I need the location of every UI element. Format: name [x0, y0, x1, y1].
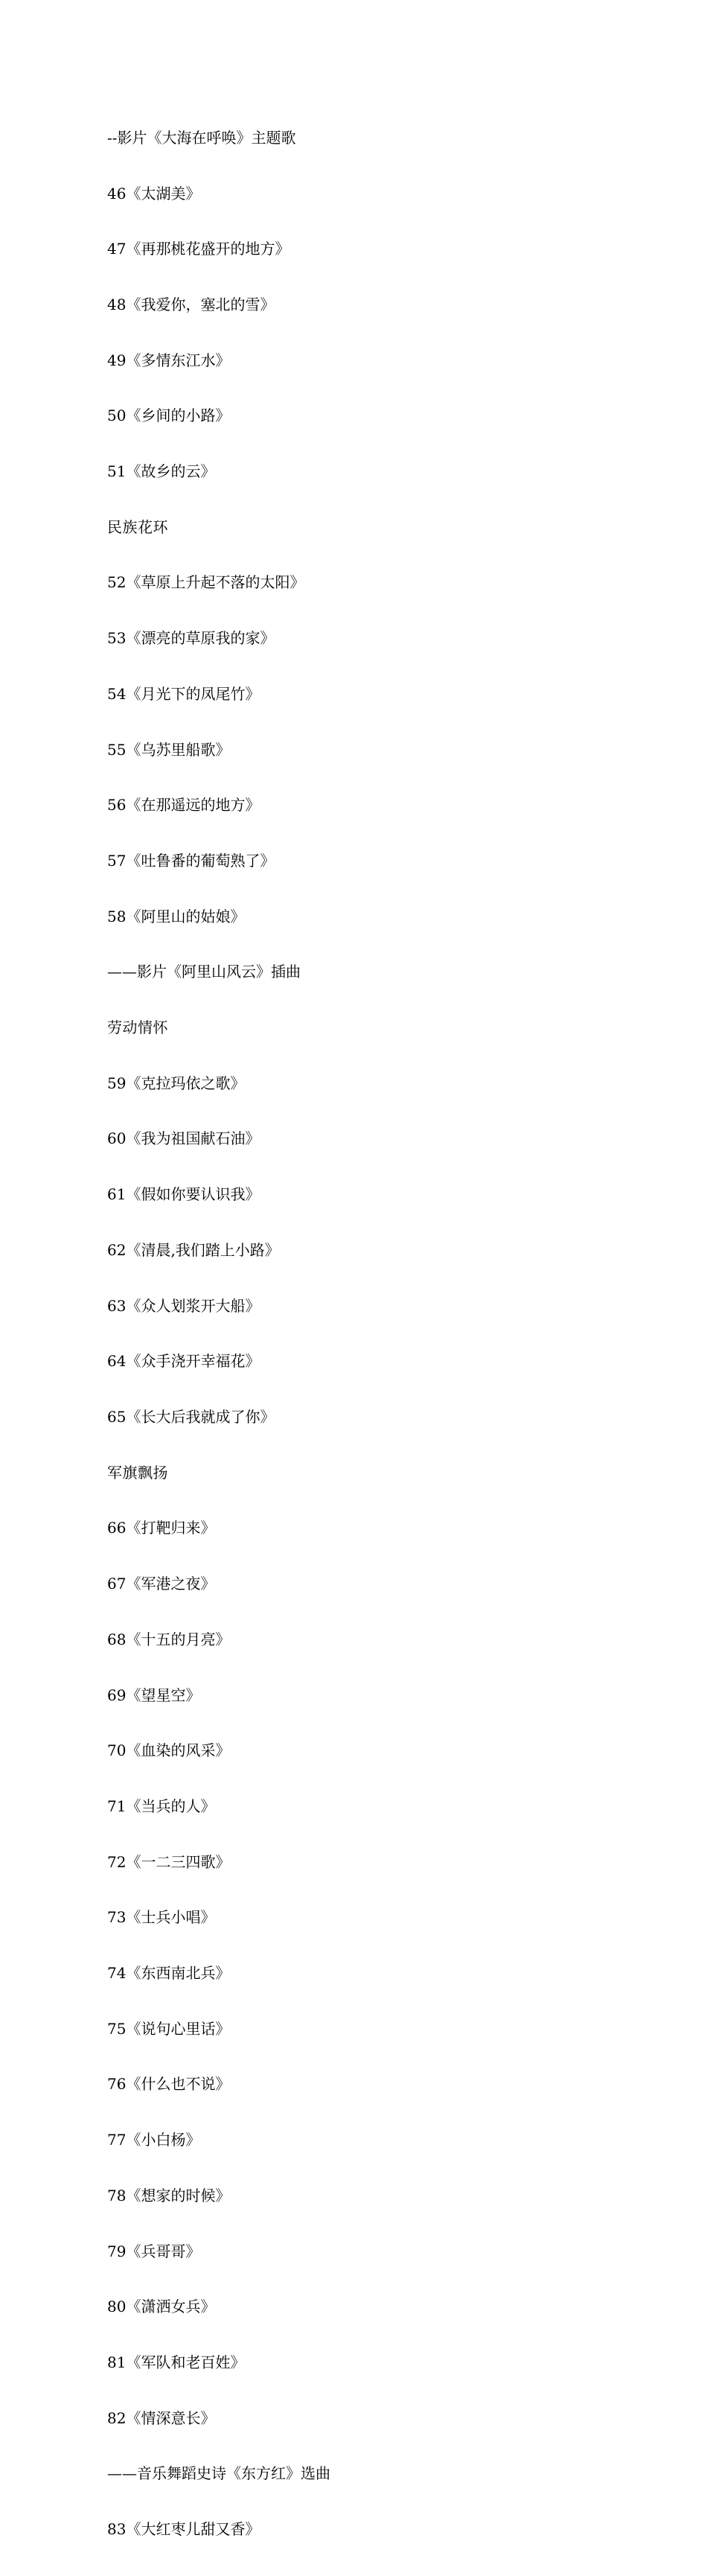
song-item: 71《当兵的人》 — [107, 1796, 216, 1815]
song-item: 49《多情东江水》 — [107, 351, 231, 369]
song-item: 68《十五的月亮》 — [107, 1630, 231, 1648]
song-item: 79《兵哥哥》 — [107, 2242, 201, 2260]
song-item: 48《我爱你，塞北的雪》 — [107, 295, 275, 313]
song-item: 56《在那遥远的地方》 — [107, 796, 260, 814]
song-item: 80《潇洒女兵》 — [107, 2298, 216, 2316]
song-item: 63《众人划浆开大船》 — [107, 1296, 260, 1315]
song-item: 60《我为祖国献石油》 — [107, 1129, 260, 1148]
song-item: 78《想家的时候》 — [107, 2186, 231, 2204]
song-item: 50《乡间的小路》 — [107, 407, 231, 425]
song-list — [107, 92, 628, 2576]
song-item: 76《什么也不说》 — [107, 2075, 231, 2094]
song-item: 66《打靶归来》 — [107, 1519, 216, 1537]
song-item: 46《太湖美》 — [107, 184, 201, 203]
song-item: 61《假如你要认识我》 — [107, 1185, 260, 1204]
song-item: 69《望星空》 — [107, 1686, 201, 1704]
song-item: 83《大红枣儿甜又香》 — [107, 2520, 260, 2539]
song-item: 59《克拉玛依之歌》 — [107, 1074, 246, 1092]
section-heading: 军旗飘扬 — [107, 1463, 168, 1482]
song-item: 77《小白杨》 — [107, 2131, 201, 2149]
song-item: 65《长大后我就成了你》 — [107, 1407, 275, 1426]
song-item: 53《漂亮的草原我的家》 — [107, 629, 275, 648]
song-item: 73《士兵小唱》 — [107, 1908, 216, 1927]
song-item: 70《血染的风采》 — [107, 1741, 231, 1760]
song-item: 58《阿里山的姑娘》 — [107, 907, 246, 925]
subtitle-line: ——影片《阿里山风云》插曲 — [107, 963, 301, 981]
song-item: 57《吐鲁番的葡萄熟了》 — [107, 851, 275, 870]
song-item: 82《情深意长》 — [107, 2408, 216, 2427]
song-item: 62《清晨,我们踏上小路》 — [107, 1240, 280, 1259]
song-item: 64《众手浇开幸福花》 — [107, 1352, 260, 1371]
section-heading: 民族花环 — [107, 517, 168, 536]
song-item: 54《月光下的凤尾竹》 — [107, 684, 260, 703]
subtitle-line: ——音乐舞蹈史诗《东方红》选曲 — [107, 2464, 330, 2483]
section-heading: 劳动情怀 — [107, 1018, 168, 1037]
subtitle-line: --影片《大海在呼唤》主题歌 — [107, 128, 296, 147]
song-item: 47《再那桃花盛开的地方》 — [107, 240, 290, 258]
song-item: 81《军队和老百姓》 — [107, 2353, 246, 2371]
song-item: 75《说句心里话》 — [107, 2019, 231, 2038]
song-item: 74《东西南北兵》 — [107, 1964, 231, 1983]
song-item: 55《乌苏里船歌》 — [107, 740, 231, 759]
song-item: 72《一二三四歌》 — [107, 1852, 231, 1871]
song-item: 51《故乡的云》 — [107, 462, 216, 481]
song-item: 52《草原上升起不落的太阳》 — [107, 573, 305, 592]
song-item: 67《军港之夜》 — [107, 1575, 216, 1593]
